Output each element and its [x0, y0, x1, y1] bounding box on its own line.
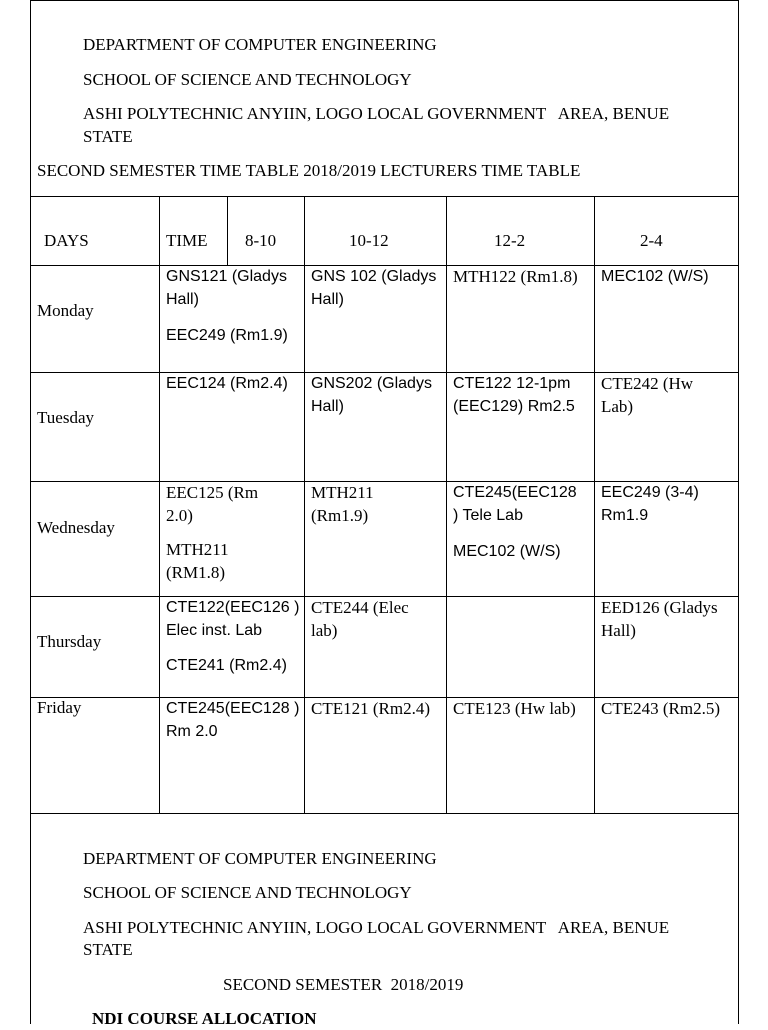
friday-slot2-entry1: CTE121 (Rm2.4)	[311, 699, 430, 718]
footer-institution-line2: STATE	[83, 940, 133, 959]
column-header-slot1: 8-10	[245, 231, 277, 250]
column-header-slot4: 2-4	[640, 231, 663, 250]
wednesday-slot1-entry1: EEC125 (Rm 2.0)	[166, 483, 259, 525]
friday-slot3-entry1: CTE123 (Hw lab)	[453, 699, 576, 718]
footer-allocation-title: NDI COURSE ALLOCATION	[92, 1009, 317, 1028]
wednesday-slot3-entry2: MEC102 (W/S)	[453, 543, 561, 560]
day-monday: Monday	[37, 301, 94, 320]
page-border-right	[738, 0, 739, 1024]
column-header-time: TIME	[166, 231, 208, 250]
monday-slot2-entry1: GNS 102 (Gladys Hall)	[311, 268, 437, 308]
tuesday-slot4-entry1: CTE242 (Hw Lab)	[601, 374, 694, 416]
col-rule-slot3	[594, 196, 595, 814]
day-thursday: Thursday	[37, 632, 102, 651]
page-border-left	[30, 0, 31, 1024]
header-institution-line1: ASHI POLYTECHNIC ANYIIN, LOGO LOCAL GOVERNMENT AREA, BENUE	[83, 104, 670, 123]
header-institution-line2: STATE	[83, 127, 133, 146]
tuesday-slot1-entry1: EEC124 (Rm2.4)	[166, 375, 288, 392]
footer-institution-line1: ASHI POLYTECHNIC ANYIIN, LOGO LOCAL GOVERNMENT AREA, BENUE	[83, 918, 670, 937]
monday-slot4-entry1: MEC102 (W/S)	[601, 268, 709, 285]
wednesday-slot2-entry1: MTH211 (Rm1.9)	[311, 483, 374, 525]
footer-school: SCHOOL OF SCIENCE AND TECHNOLOGY	[83, 883, 412, 902]
wednesday-slot1-entry2: MTH211 (RM1.8)	[166, 540, 229, 582]
wednesday-slot4-entry1: EEC249 (3-4) Rm1.9	[601, 484, 699, 524]
table-top-rule	[30, 196, 739, 197]
column-header-slot2: 10-12	[349, 231, 389, 250]
footer-department: DEPARTMENT OF COMPUTER ENGINEERING	[83, 849, 437, 868]
monday-slot3-entry1: MTH122 (Rm1.8)	[453, 267, 578, 286]
day-friday: Friday	[37, 698, 82, 717]
header-department: DEPARTMENT OF COMPUTER ENGINEERING	[83, 35, 437, 54]
footer-semester: SECOND SEMESTER 2018/2019	[223, 975, 464, 994]
column-header-slot3: 12-2	[494, 231, 526, 250]
tuesday-slot2-entry1: GNS202 (Gladys Hall)	[311, 375, 432, 415]
day-tuesday: Tuesday	[37, 408, 94, 427]
day-wednesday: Wednesday	[37, 518, 115, 537]
col-rule-time	[227, 196, 228, 265]
col-rule-slot1	[304, 196, 305, 814]
thursday-slot4-entry1: EED126 (Gladys Hall)	[601, 598, 718, 640]
monday-slot1-entry2: EEC249 (Rm1.9)	[166, 327, 288, 344]
wednesday-slot3-entry1: CTE245(EEC128 ) Tele Lab	[453, 484, 577, 524]
thursday-slot1-entry2: CTE241 (Rm2.4)	[166, 657, 287, 674]
friday-slot1-entry1: CTE245(EEC128 ) Rm 2.0	[166, 700, 300, 740]
friday-slot4-entry1: CTE243 (Rm2.5)	[601, 699, 720, 718]
header-school: SCHOOL OF SCIENCE AND TECHNOLOGY	[83, 70, 412, 89]
page-border-top	[30, 0, 739, 1]
monday-slot1-entry1: GNS121 (Gladys Hall)	[166, 268, 287, 308]
col-rule-slot2	[446, 196, 447, 814]
tuesday-slot3-entry1: CTE122 12-1pm (EEC129) Rm2.5	[453, 375, 575, 415]
thursday-slot2-entry1: CTE244 (Elec lab)	[311, 598, 409, 640]
column-header-days: DAYS	[44, 231, 89, 250]
friday-row-rule	[30, 813, 739, 814]
header-title: SECOND SEMESTER TIME TABLE 2018/2019 LECTURERS TIME TABLE	[37, 161, 581, 180]
thursday-slot1-entry1: CTE122(EEC126 ) Elec inst. Lab	[166, 599, 300, 639]
col-rule-days	[159, 196, 160, 814]
